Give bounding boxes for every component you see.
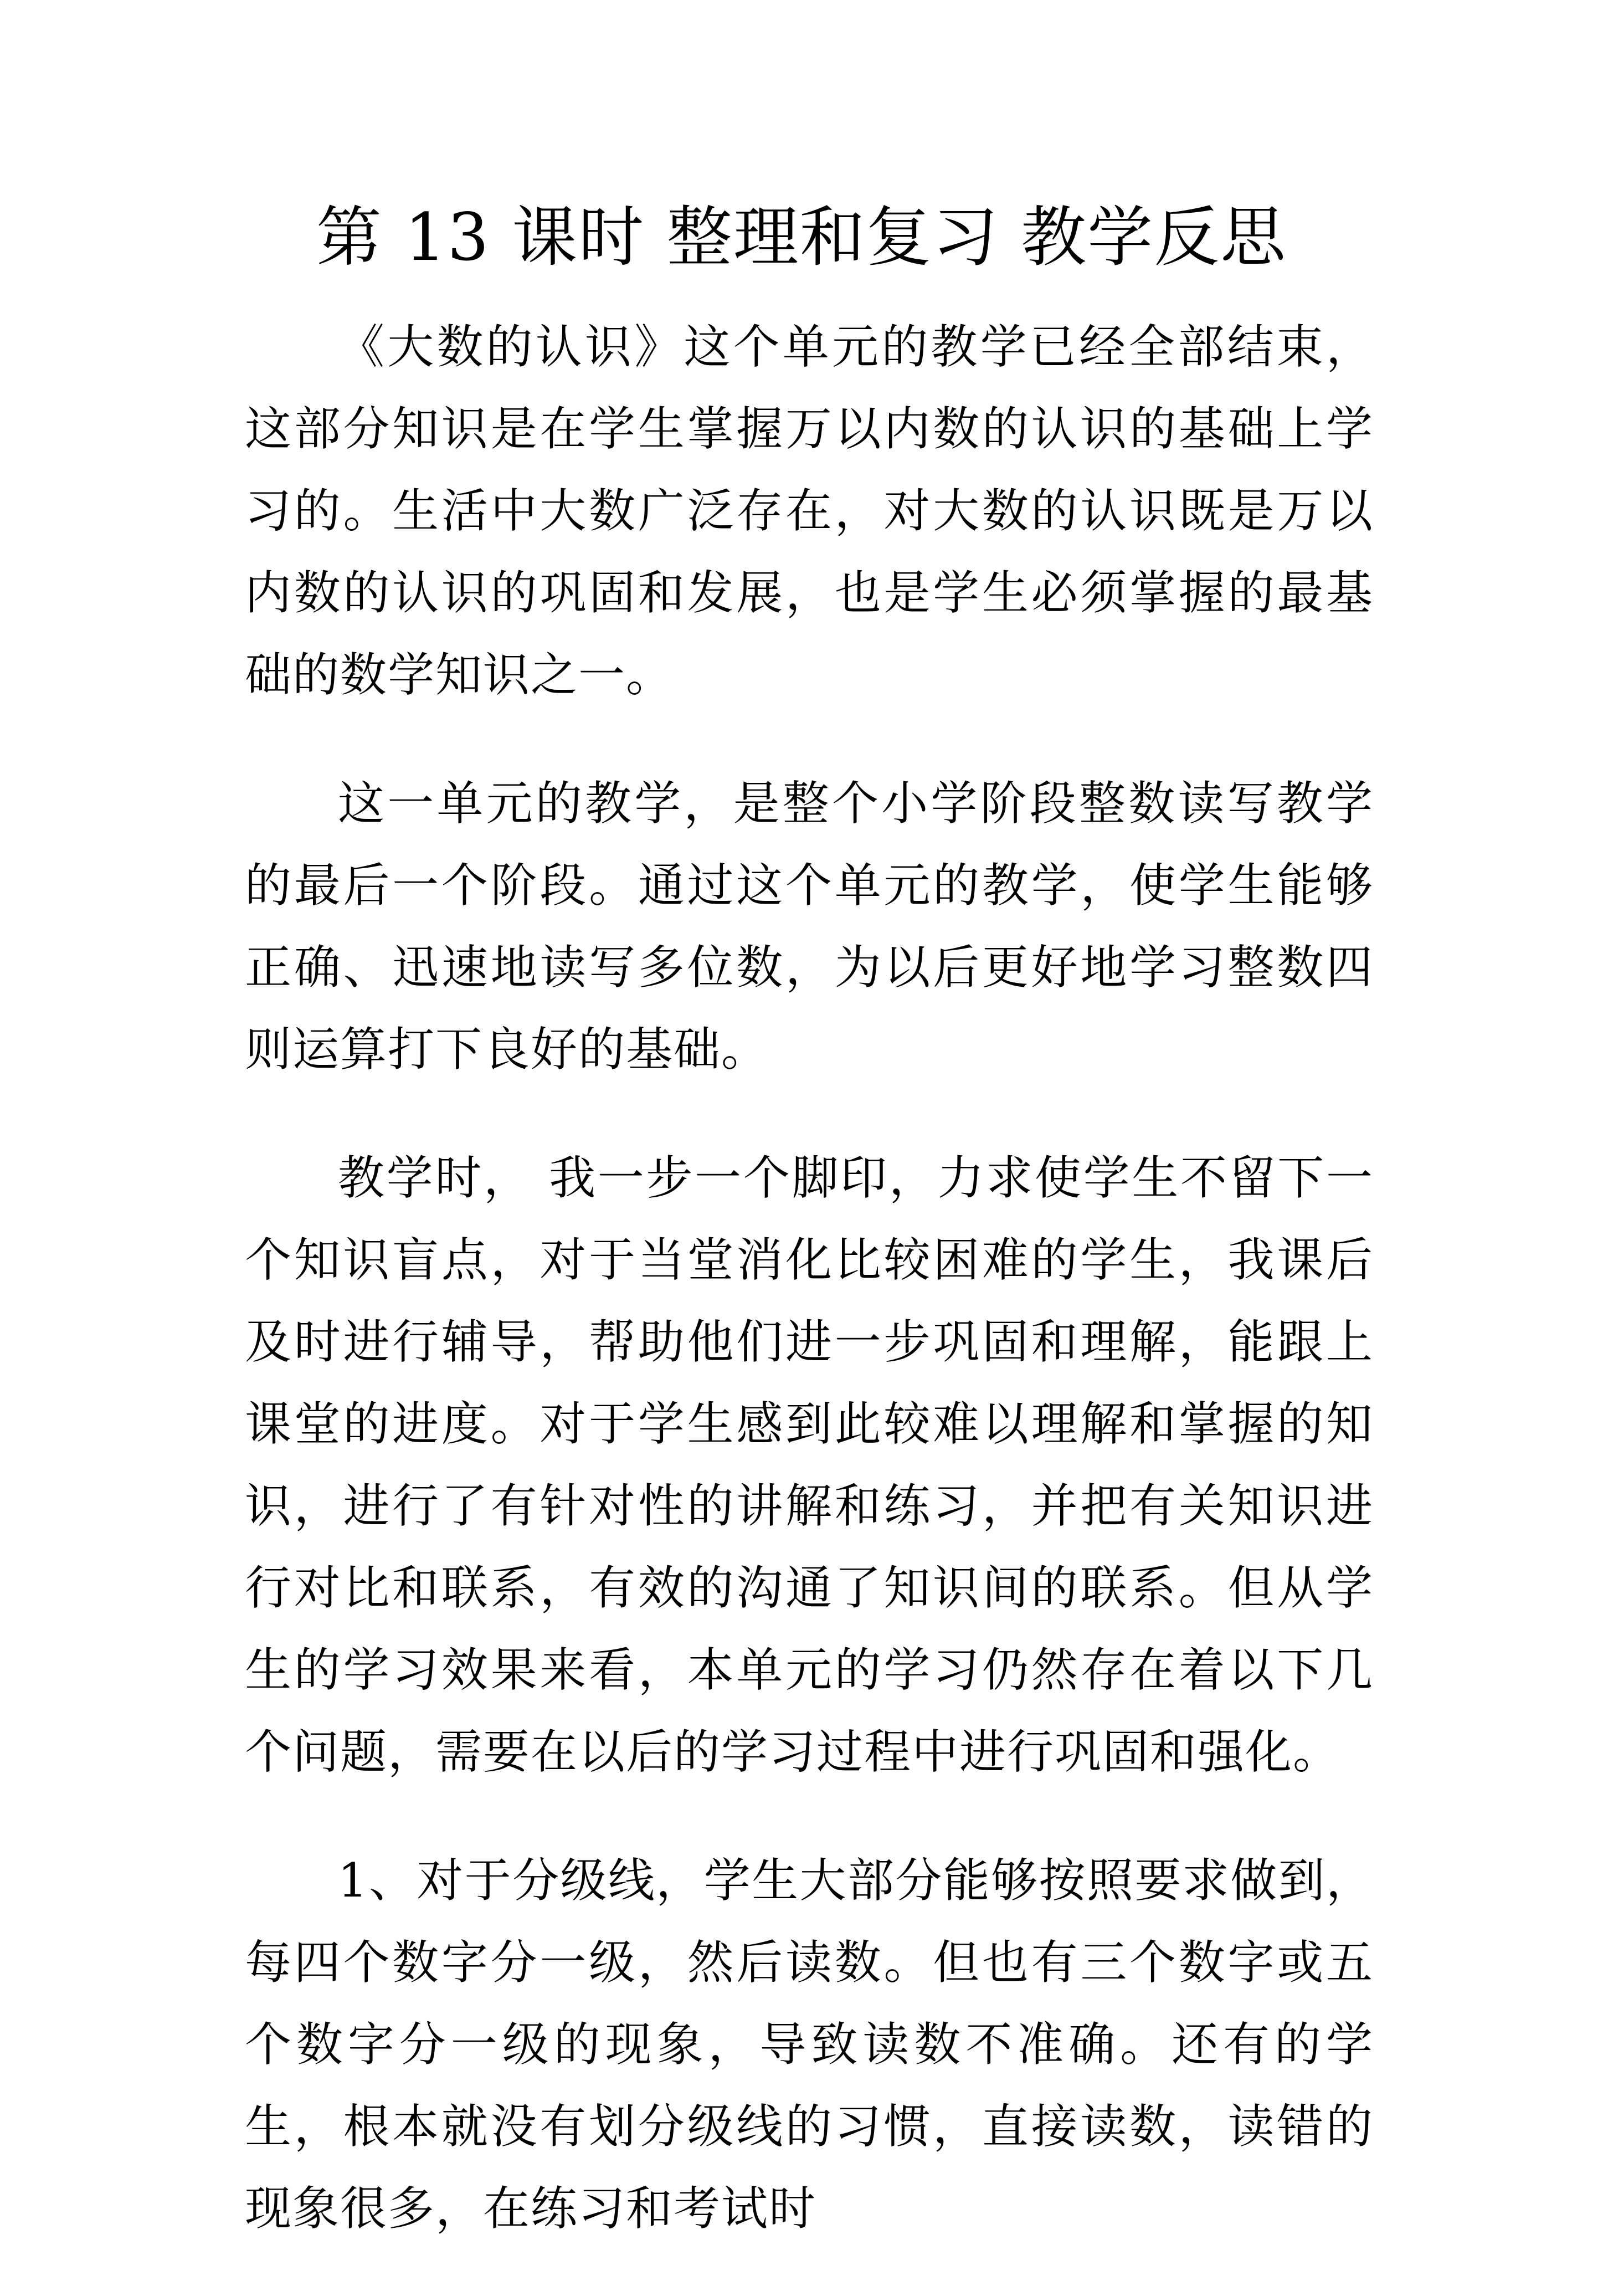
paragraph-4: 1、对于分级线，学生大部分能够按照要求做到，每四个数字分一级，然后读数。但也有三个数字或五个数字分一级的现象，导致读数不准确。还有的学生，根本就没有划分级线的习惯，直接读数，读错的现象很多，在练习和考试时 — [245, 1853, 1374, 2236]
paragraph-1: 《大数的认识》这个单元的教学已经全部结束，这部分知识是在学生掌握万以内数的认识的基础上学习的。生活中大数广泛存在，对大数的认识既是万以内数的认识的巩固和发展，也是学生必须掌握的最基础的数学知识之一。 — [245, 320, 1374, 702]
page-title: 第 13 课时 整理和复习 教学反思 — [316, 199, 1287, 275]
paragraph-2: 这一单元的教学，是整个小学阶段整数读写教学的最后一个阶段。通过这个单元的教学，使学生能够正确、迅速地读写多位数，为以后更好地学习整数四则运算打下良好的基础。 — [245, 776, 1374, 1077]
document-body — [245, 306, 1374, 2296]
paragraph-3: 教学时， 我一步一个脚印，力求使学生不留下一个知识盲点，对于当堂消化比较困难的学生，我课后及时进行辅导，帮助他们进一步巩固和理解，能跟上课堂的进度。对于学生感到此较难以理解和掌握的知识，进行了有针对性的讲解和练习，并把有关知识进行对比和联系，有效的沟通了知识间的联系。但从学生的学习效果来看，本单元的学习仍然存在着以下几个问题，需要在以后的学习过程中进行巩固和强化。 — [245, 1151, 1374, 1779]
